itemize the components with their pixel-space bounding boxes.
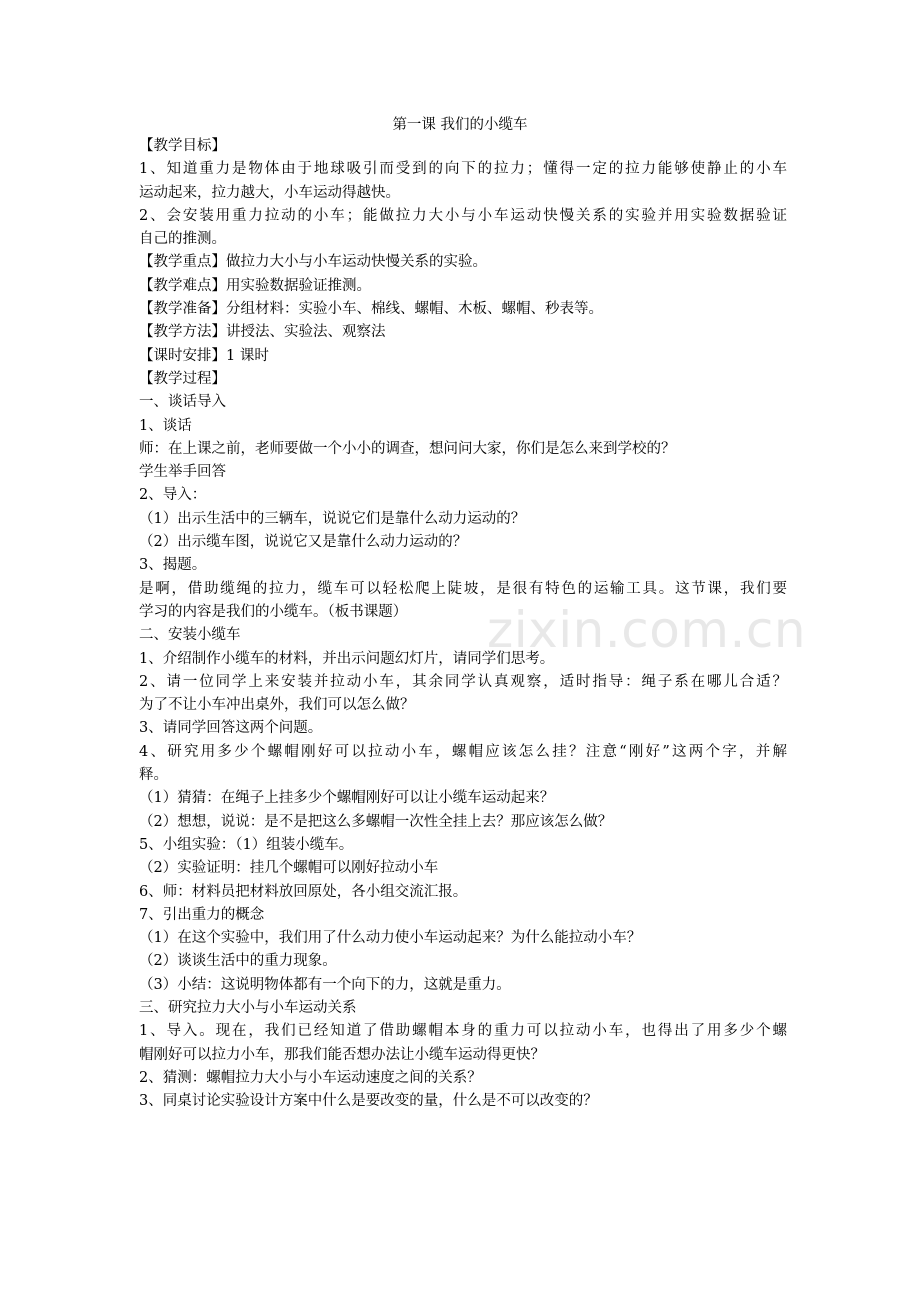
text-line: 5、小组实验：（1）组装小缆车。 [139,836,354,853]
text-line: （3）小结：这说明物体都有一个向下的力，这就是重力。 [139,976,511,993]
text-line: （1）猜猜：在绳子上挂多少个螺帽刚好可以让小缆车运动起来？ [139,790,555,807]
text-line: 师：在上课之前，老师要做一个小小的调查，想问问大家，你们是怎么来到学校的？ [139,440,676,457]
document-title: 第一课 我们的小缆车 [392,117,528,133]
text-line: 2、猜测：螺帽拉力大小与小车运动速度之间的关系？ [139,1069,482,1086]
text-line: 自己的推测。 [139,231,226,248]
text-line: 学习的内容是我们的小缆车。（板书课题） [139,603,408,620]
text-line: 6、师：材料员把材料放回原处，各小组交流汇报。 [139,883,468,900]
text-line: 2、请一位同学上来安装并拉动小车，其余同学认真观察，适时指导：绳子系在哪儿合适？ [139,673,787,690]
text-line: 2、导入： [139,487,207,504]
text-line: 是啊，借助缆绳的拉力，缆车可以轻松爬上陡坡，是很有特色的运输工具。这节课，我们要 [139,580,787,597]
text-line: 帽刚好可以拉力小车，那我们能否想办法让小缆车运动得更快？ [139,1046,545,1063]
text-line: 二、安装小缆车 [139,627,241,644]
text-line: 4、研究用多少个螺帽刚好可以拉动小车，螺帽应该怎么挂？注意“刚好”这两个字，并解 [139,743,787,760]
text-line: 2、会安装用重力拉动的小车；能做拉力大小与小车运动快慢关系的实验并用实验数据验证 [139,207,787,224]
document-body [139,135,807,1113]
text-line: 1、谈话 [139,417,192,434]
text-line: 【教学重点】做拉力大小与小车运动快慢关系的实验。 [139,254,487,271]
text-line: 3、请同学回答这两个问题。 [139,720,323,737]
text-line: 为了不让小车冲出桌外，我们可以怎么做？ [139,697,415,714]
text-line: 【教学准备】分组材料：实验小车、棉线、螺帽、木板、螺帽、秒表等。 [139,301,603,318]
text-line: 三、研究拉力大小与小车运动关系 [139,999,357,1016]
text-line: 1、介绍制作小缆车的材料，并出示问题幻灯片，请同学们思考。 [139,650,555,667]
text-line: 学生举手回答 [139,464,226,481]
text-line: （1）在这个实验中，我们用了什么动力使小车运动起来？为什么能拉动小车？ [139,930,642,947]
text-line: 【教学过程】 [139,370,226,387]
text-line: （1）出示生活中的三辆车，说说它们是靠什么动力运动的？ [139,510,526,527]
text-line: （2）出示缆车图，说说它又是靠什么动力运动的？ [139,534,468,551]
text-line: 【课时安排】1 课时 [139,347,269,364]
text-line: 3、同桌讨论实验设计方案中什么是要改变的量，什么是不可以改变的？ [139,1093,598,1110]
text-line: 【教学方法】讲授法、实验法、观察法 [139,324,386,341]
text-line: 【教学目标】 [139,138,226,154]
text-line: （2）想想，说说：是不是把这么多螺帽一次性全挂上去？那应该怎么做？ [139,813,613,830]
text-line: （2）实验证明：挂几个螺帽可以刚好拉动小车 [139,860,439,877]
text-line: 运动起来，拉力越大，小车运动得越快。 [139,184,400,201]
text-line: 释。 [139,767,168,784]
text-line: 一、谈话导入 [139,394,226,411]
text-line: （2）谈谈生活中的重力现象。 [139,953,337,970]
text-line: 【教学难点】用实验数据验证推测。 [139,277,371,294]
text-line: 1、知道重力是物体由于地球吸引而受到的向下的拉力；懂得一定的拉力能够使静止的小车 [139,161,787,178]
text-line: 1、导入。现在，我们已经知道了借助螺帽本身的重力可以拉动小车，也得出了用多少个螺 [139,1023,787,1040]
text-line: 7、引出重力的概念 [139,906,265,923]
text-line: 3、揭题。 [139,557,207,574]
watermark: zixin.com.cn [487,601,807,659]
